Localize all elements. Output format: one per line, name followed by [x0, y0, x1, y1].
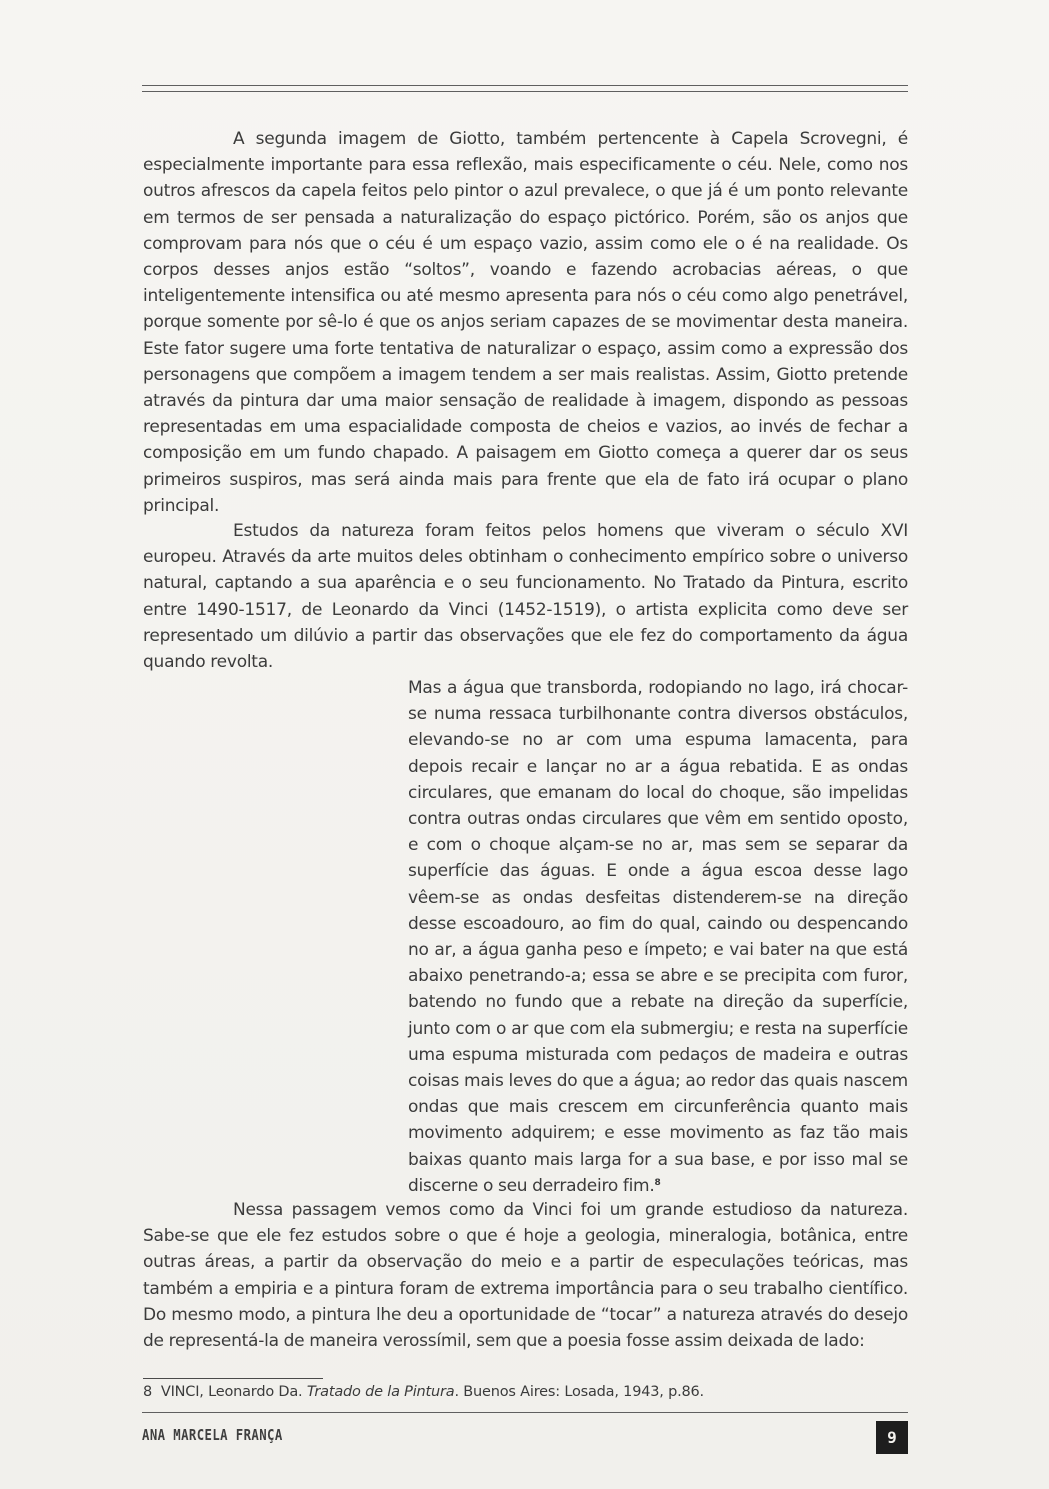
footnote-author: VINCI, Leonardo Da.: [160, 1384, 303, 1400]
page-number: 9: [887, 1428, 897, 1447]
block-quote-text: Mas a água que transborda, rodopiando no lago, irá chocar-se numa ressaca turbilhonante contra diversos obstáculos, elevando-se no ar com uma espuma lamacenta, para depois recair e lançar no ar a água rebatida. E as ondas circulares, que emanam do local do choque, são impelidas contra outras ondas circulares que vêm em sentido oposto, e com o choque alçam-se no ar, mas sem se separar da superfície das águas. E onde a água escoa desse lago vêem-se as ondas desfeitas distenderem-se na direção desse escoadouro, ao fim do qual, caindo ou despencando no ar, a água ganha peso e ímpeto; e vai bater na que está abaixo penetrando-a; essa se abre e se precipita com furor, batendo no fundo que a rebate na direção da superfície, junto com o ar que com ela submergiu; e resta na superfície uma espuma misturada com pedaços de madeira e outras coisas mais leves do que a água; ao redor das quais nascem ondas que mais crescem em circunferência quanto mais movimento adquirem; e esse movimento as faz tão mais baixas quanto mais larga for a sua base, e por isso mal se discerne o seu derradeiro fim.: [408, 678, 908, 1196]
footnote-title: Tratado de la Pintura: [306, 1384, 455, 1400]
footnote-separator: [143, 1378, 323, 1379]
footer-author-name: ANA MARCELA FRANÇA: [142, 1426, 283, 1444]
header-double-rule: [142, 85, 908, 92]
block-quote: [408, 675, 908, 1199]
body-paragraph-3: Nessa passagem vemos como da Vinci foi um grande estudioso da natureza. Sabe-se que ele fez estudos sobre o que é hoje a geologia, mineralogia, botânica, entre outras áreas, a partir da observação do meio e a partir de especulações teóricas, mas também a empiria e a pintura foram de extrema importância para o seu trabalho científico. Do mesmo modo, a pintura lhe deu a oportunidade de “tocar” a natureza através do desejo de representá-la de maneira verossímil, sem que a poesia fosse assim deixada de lado:: [143, 1200, 908, 1352]
footnote-number: 8: [143, 1384, 153, 1400]
footnote-reference[interactable]: 8: [654, 1177, 661, 1188]
footnote: [143, 1381, 908, 1403]
footnote-publication: . Buenos Aires: Losada, 1943, p.86.: [454, 1384, 704, 1400]
footer-rule: [142, 1412, 908, 1413]
body-paragraph-1: A segunda imagem de Giotto, também pertencente à Capela Scrovegni, é especialmente importante para essa reflexão, mais especificamente o céu. Nele, como nos outros afrescos da capela feitos pelo pintor o azul prevalece, o que já é um ponto relevante em termos de ser pensada a naturalização do espaço pictórico. Porém, são os anjos que comprovam para nós que o céu é um espaço vazio, assim como ele o é na realidade. Os corpos desses anjos estão “soltos”, voando e fazendo acrobacias aéreas, o que inteligentemente intensifica ou até mesmo apresenta para nós o céu como algo penetrável, porque somente por sê-lo é que os anjos seriam capazes de se movimentar desta maneira. Este fator sugere uma forte tentativa de naturalizar o espaço, assim como a expressão dos personagens que compõem a imagem tendem a ser mais realistas. Assim, Giotto pretende através da pintura dar uma maior sensação de realidade à imagem, dispondo as pessoas representadas em uma espacialidade composta de cheios e vazios, ao invés de fechar a composição em um fundo chapado. A paisagem em Giotto começa a querer dar os seus primeiros suspiros, mas será ainda mais para frente que ela de fato irá ocupar o plano principal.: [143, 129, 908, 516]
page-number-badge: [876, 1421, 908, 1454]
body-paragraph-2: Estudos da natureza foram feitos pelos homens que viveram o século XVI europeu. Através da arte muitos deles obtinham o conhecimento empírico sobre o universo natural, captando a sua aparência e o seu funcionamento. No Tratado da Pintura, escrito entre 1490-1517, de Leonardo da Vinci (1452-1519), o artista explicita como deve ser representado um dilúvio a partir das observações que ele fez do comportamento da água quando revolta.: [143, 521, 908, 673]
